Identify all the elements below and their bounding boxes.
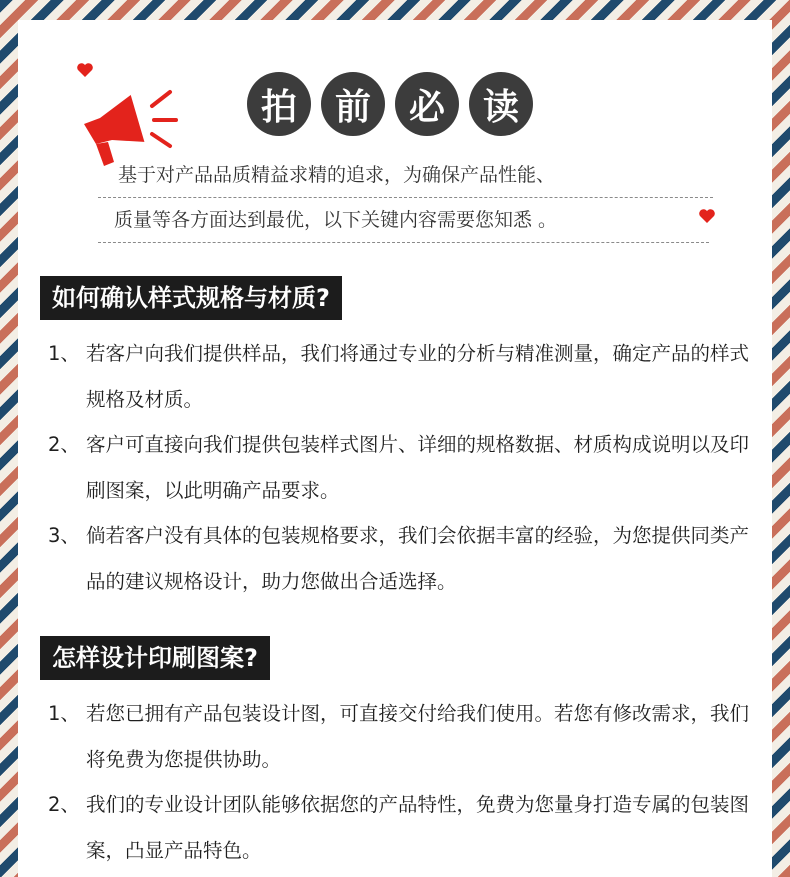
- list-item: [48, 513, 758, 605]
- notice-sheet: [18, 20, 772, 877]
- item-text: 客户可直接向我们提供包装样式图片、详细的规格数据、材质构成说明以及印刷图案，以此明确产品要求。: [86, 433, 750, 502]
- title-char: 必: [395, 72, 459, 136]
- title-char: 拍: [247, 72, 311, 136]
- item-text: 我们的专业设计团队能够依据您的产品特性，免费为您量身打造专属的包装图案，凸显产品特色。: [86, 793, 750, 862]
- list-item: [48, 331, 758, 423]
- intro-line: 基于对产品品质精益求精的追求，为确保产品性能、: [98, 160, 713, 198]
- intro-line: 质量等各方面达到最优，以下关键内容需要您知悉 。: [98, 205, 709, 243]
- section-heading: 怎样设计印刷图案?: [40, 636, 270, 680]
- heart-icon: [76, 62, 94, 78]
- page-title: [247, 72, 533, 136]
- item-number: 1、: [48, 342, 80, 365]
- list-item: [48, 782, 758, 874]
- megaphone-icon: [74, 62, 184, 172]
- item-number: 2、: [48, 793, 80, 816]
- item-text: 若客户向我们提供样品，我们将通过专业的分析与精准测量，确定产品的样式规格及材质。: [86, 342, 750, 411]
- item-number: 2、: [48, 433, 80, 456]
- list-item: [48, 422, 758, 514]
- item-text: 倘若客户没有具体的包装规格要求，我们会依据丰富的经验，为您提供同类产品的建议规格设计，助力您做出合适选择。: [86, 524, 750, 593]
- title-char: 前: [321, 72, 385, 136]
- list-item: [48, 691, 758, 783]
- item-number: 3、: [48, 524, 80, 547]
- item-text: 若您已拥有产品包装设计图，可直接交付给我们使用。若您有修改需求，我们将免费为您提供协助。: [86, 702, 750, 771]
- title-char: 读: [469, 72, 533, 136]
- section-heading: 如何确认样式规格与材质?: [40, 276, 342, 320]
- item-number: 1、: [48, 702, 80, 725]
